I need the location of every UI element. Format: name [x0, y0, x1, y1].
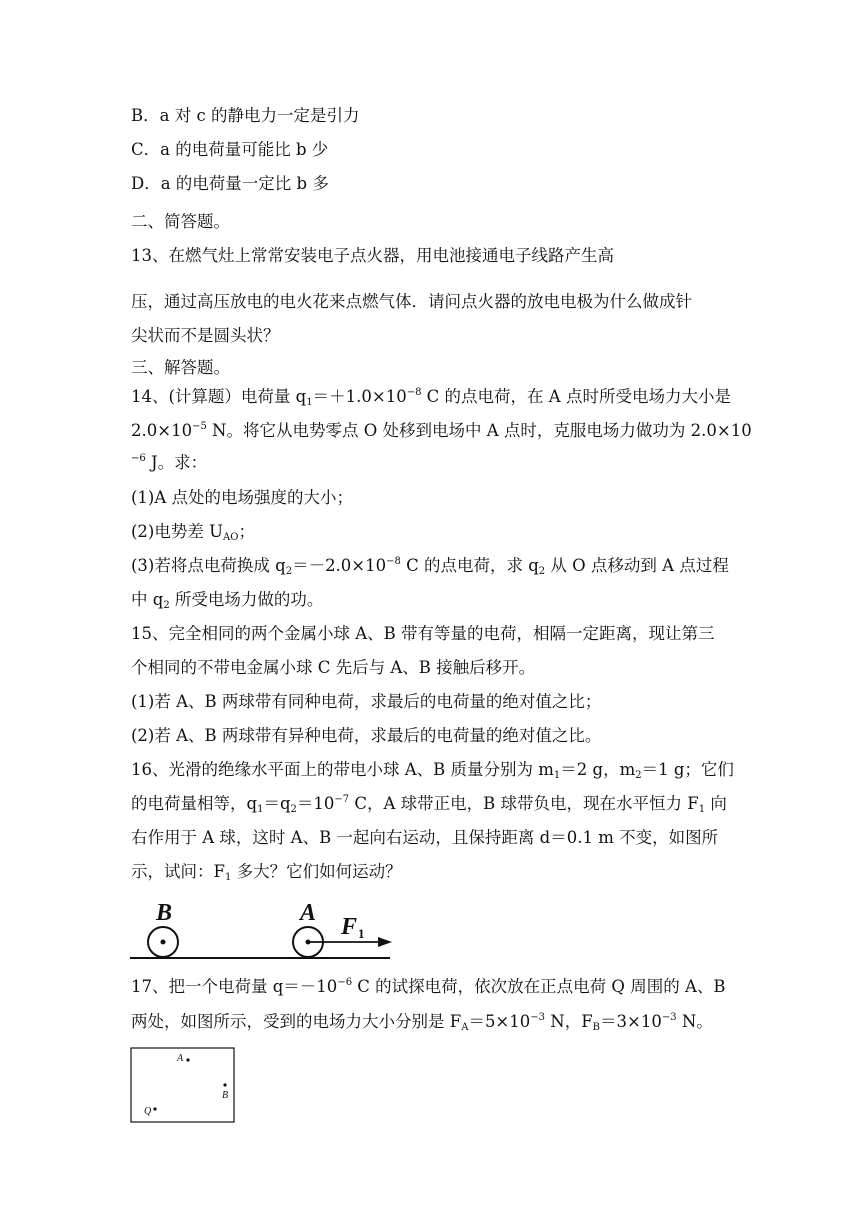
- q16-line-2: 的电荷量相等，$q_1=q_2=10^{-7}$ C，A 球带正电，B 球带负电，现在水平恒力 $F_1$ 向: [131, 794, 727, 815]
- q15-line-1: 15、完全相同的两个金属小球 A、B 带有等量的电荷，相隔一定距离，现让第三: [131, 624, 715, 643]
- q16-figure-balls-on-surface: [130, 895, 400, 965]
- section-heading-solution: 三、解答题。: [131, 358, 230, 377]
- label-ball-a: A: [300, 900, 317, 926]
- label-charge-q: Q: [144, 1106, 152, 1117]
- label-point-b: B: [222, 1090, 229, 1101]
- q17-line-2: 两处，如图所示，受到的电场力大小分别是 $F_A=5\times 10^{-3}$ N，$F_B=3\times 10^{-3}$ N。: [131, 1012, 713, 1033]
- point-b: [223, 1083, 226, 1086]
- q15-line-2: 个相同的不带电金属小球 C 先后与 A、B 接触后移开。: [131, 658, 536, 677]
- q13-line-1: 13、在燃气灶上常常安装电子点火器，用电池接通电子线路产生高: [131, 246, 614, 265]
- q14-line-1: 14、(计算题）电荷量 $q_1=+1.0\times 10^{-8}$ C 的点电荷，在 A 点时所受电场力大小是: [131, 387, 731, 408]
- choice-b: B．a 对 c 的静电力一定是引力: [131, 106, 360, 125]
- q14-line-3: $^{-6}$ J。求：: [131, 453, 208, 472]
- label-force: F: [341, 914, 358, 940]
- q16-line-3: 右作用于 A 球，这时 A、B 一起向右运动，且保持距离 d＝0.1 m 不变，如图所: [131, 828, 719, 847]
- q14-part-2: (2)电势差 $U_{AO}$；: [131, 522, 255, 543]
- ball-b-center: [161, 940, 166, 945]
- q14-part-3: (3)若将点电荷换成 $q_2=-2.0\times 10^{-8}$ C 的点电荷，求 $q_2$ 从 O 点移动到 A 点过程: [131, 556, 729, 577]
- point-q: [153, 1107, 156, 1110]
- q14-line-2: $2.0\times 10^{-5}$ N。将它从电势零点 O 处移到电场中 A 点时，克服电场力做功为 2.0×10: [131, 421, 752, 440]
- label-force-sub: 1: [358, 926, 365, 941]
- q16-line-4: 示，试问：$F_1$ 多大？它们如何运动？: [131, 862, 402, 883]
- point-a: [186, 1058, 189, 1061]
- section-heading-short-answer: 二、简答题。: [131, 212, 230, 231]
- choice-c: C．a 的电荷量可能比 b 少: [131, 140, 329, 159]
- choice-d: D．a 的电荷量一定比 b 多: [131, 174, 329, 193]
- q13-line-3: 尖状而不是圆头状？: [131, 326, 280, 345]
- label-point-a: A: [177, 1053, 184, 1064]
- q15-part-1: (1)若 A、B 两球带有同种电荷，求最后的电荷量的绝对值之比；: [131, 692, 602, 711]
- q13-line-2: 压，通过高压放电的电火花来点燃气体．请问点火器的放电电极为什么做成针: [131, 292, 692, 311]
- q14-part-3-cont: 中 $q_2$ 所受电场力做的功。: [131, 590, 324, 611]
- q17-figure-field-points: [130, 1047, 236, 1125]
- q16-line-1: 16、光滑的绝缘水平面上的带电小球 A、B 质量分别为 $m_1=2$ g，$m_2=1$ g；它们: [131, 760, 734, 781]
- label-ball-b: B: [156, 900, 173, 926]
- force-arrow-head: [378, 937, 392, 947]
- q14-part-1: (1)A 点处的电场强度的大小；: [131, 488, 354, 507]
- q17-line-1: 17、把一个电荷量 $q=-10^{-6}$ C 的试探电荷，依次放在正点电荷 Q 周围的 A、B: [131, 977, 726, 996]
- q15-part-2: (2)若 A、B 两球带有异种电荷，求最后的电荷量的绝对值之比。: [131, 726, 602, 745]
